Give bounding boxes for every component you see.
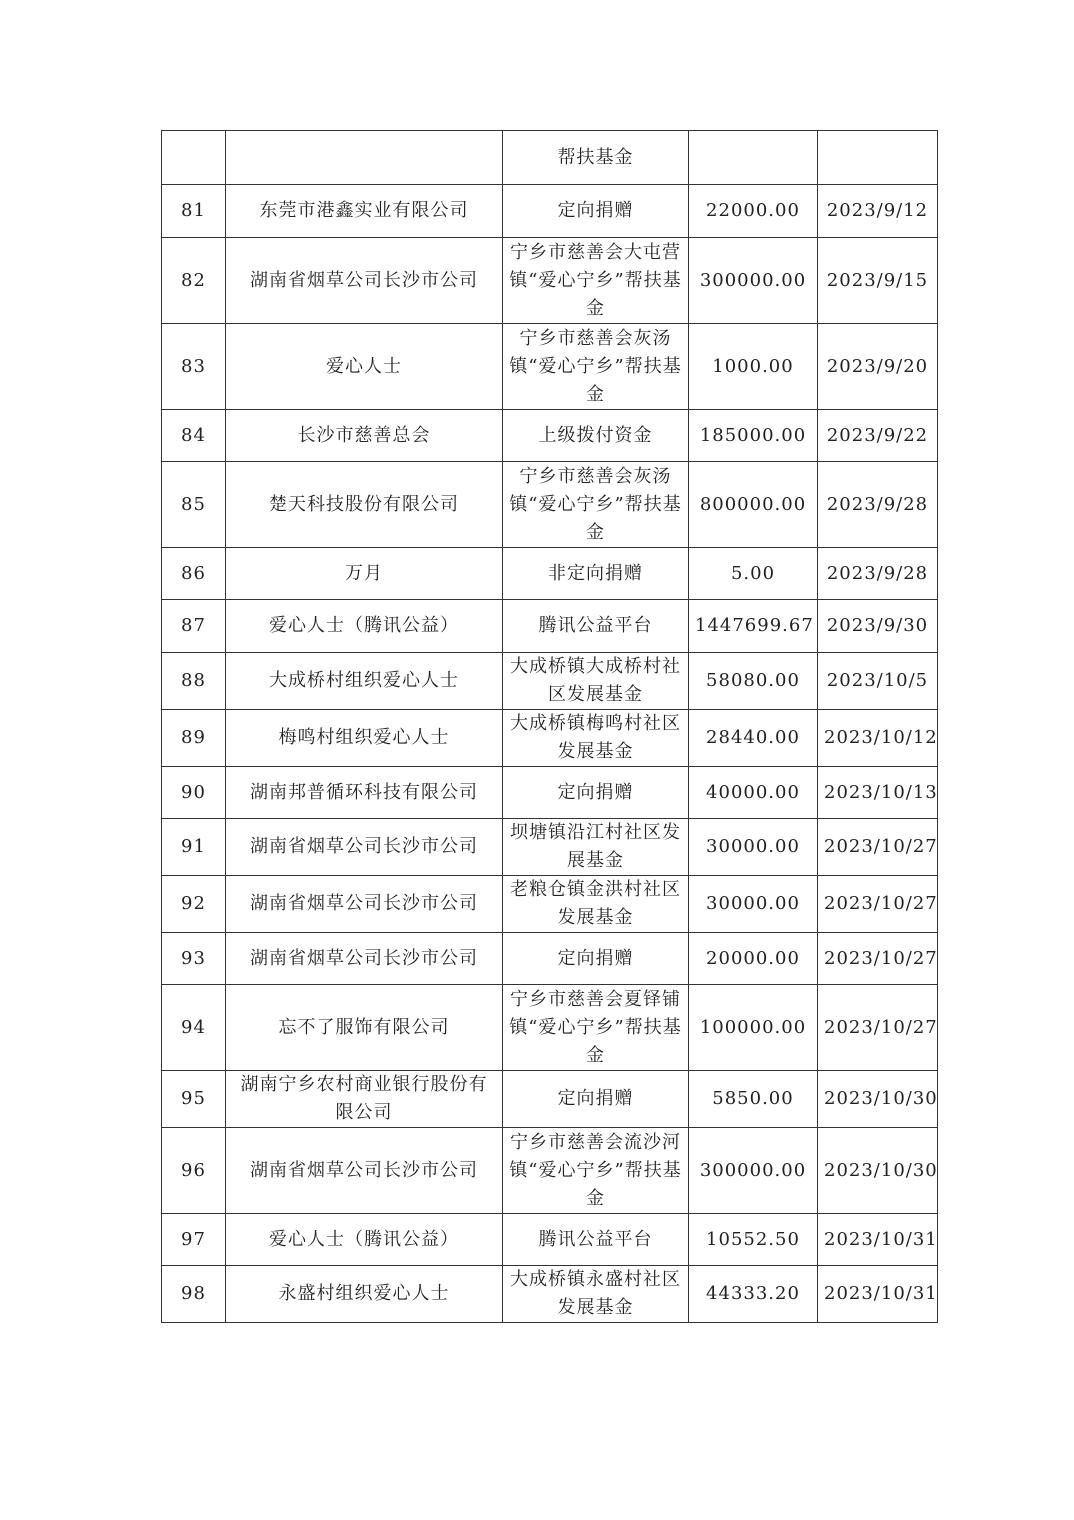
table-row <box>162 462 938 548</box>
cell-purpose: 大成桥镇梅鸣村社区发展基金 <box>503 710 689 767</box>
cell-donor: 东莞市港鑫实业有限公司 <box>226 185 503 238</box>
cell-donor: 忘不了服饰有限公司 <box>226 985 503 1071</box>
table-row <box>162 933 938 985</box>
cell-no: 96 <box>162 1128 226 1214</box>
cell-date: 2023/10/13 <box>818 767 938 819</box>
cell-purpose: 宁乡市慈善会灰汤镇“爱心宁乡”帮扶基金 <box>503 324 689 410</box>
table-row <box>162 324 938 410</box>
cell-no <box>162 131 226 185</box>
cell-no: 83 <box>162 324 226 410</box>
table-row <box>162 1071 938 1128</box>
cell-date: 2023/10/31 <box>818 1214 938 1266</box>
cell-donor: 万月 <box>226 548 503 600</box>
cell-donor: 湖南省烟草公司长沙市公司 <box>226 933 503 985</box>
cell-no: 88 <box>162 653 226 710</box>
cell-amount: 300000.00 <box>689 1128 818 1214</box>
cell-donor: 爱心人士（腾讯公益） <box>226 600 503 653</box>
cell-amount: 1447699.67 <box>689 600 818 653</box>
cell-amount: 44333.20 <box>689 1266 818 1323</box>
cell-purpose: 帮扶基金 <box>503 131 689 185</box>
cell-date: 2023/10/31 <box>818 1266 938 1323</box>
table-row <box>162 653 938 710</box>
cell-no: 81 <box>162 185 226 238</box>
cell-purpose: 宁乡市慈善会灰汤镇“爱心宁乡”帮扶基金 <box>503 462 689 548</box>
cell-no: 85 <box>162 462 226 548</box>
cell-donor: 长沙市慈善总会 <box>226 410 503 462</box>
cell-date: 2023/10/5 <box>818 653 938 710</box>
cell-purpose: 大成桥镇永盛村社区发展基金 <box>503 1266 689 1323</box>
cell-purpose: 定向捐赠 <box>503 185 689 238</box>
table-row <box>162 767 938 819</box>
cell-purpose: 定向捐赠 <box>503 933 689 985</box>
cell-amount: 20000.00 <box>689 933 818 985</box>
cell-no: 87 <box>162 600 226 653</box>
cell-amount: 30000.00 <box>689 819 818 876</box>
cell-date: 2023/9/12 <box>818 185 938 238</box>
cell-purpose: 宁乡市慈善会夏铎铺镇“爱心宁乡”帮扶基金 <box>503 985 689 1071</box>
cell-amount: 300000.00 <box>689 238 818 324</box>
cell-date: 2023/10/27 <box>818 933 938 985</box>
cell-purpose: 上级拨付资金 <box>503 410 689 462</box>
cell-date: 2023/9/28 <box>818 548 938 600</box>
cell-amount: 22000.00 <box>689 185 818 238</box>
cell-donor: 永盛村组织爱心人士 <box>226 1266 503 1323</box>
cell-purpose: 非定向捐赠 <box>503 548 689 600</box>
cell-purpose: 定向捐赠 <box>503 1071 689 1128</box>
cell-amount: 1000.00 <box>689 324 818 410</box>
cell-date: 2023/9/20 <box>818 324 938 410</box>
cell-date: 2023/9/28 <box>818 462 938 548</box>
cell-purpose: 坝塘镇沿江村社区发展基金 <box>503 819 689 876</box>
cell-amount: 40000.00 <box>689 767 818 819</box>
table-row <box>162 1128 938 1214</box>
cell-donor: 湖南省烟草公司长沙市公司 <box>226 1128 503 1214</box>
cell-date: 2023/10/27 <box>818 819 938 876</box>
table-row <box>162 876 938 933</box>
cell-donor: 楚天科技股份有限公司 <box>226 462 503 548</box>
cell-amount: 58080.00 <box>689 653 818 710</box>
cell-no: 89 <box>162 710 226 767</box>
cell-amount: 5.00 <box>689 548 818 600</box>
cell-donor: 梅鸣村组织爱心人士 <box>226 710 503 767</box>
donation-table <box>161 130 938 1323</box>
table-row <box>162 238 938 324</box>
table-row <box>162 548 938 600</box>
cell-no: 86 <box>162 548 226 600</box>
cell-date: 2023/10/30 <box>818 1128 938 1214</box>
cell-amount: 800000.00 <box>689 462 818 548</box>
cell-donor: 湖南省烟草公司长沙市公司 <box>226 819 503 876</box>
cell-no: 97 <box>162 1214 226 1266</box>
cell-donor: 湖南宁乡农村商业银行股份有限公司 <box>226 1071 503 1128</box>
table-row <box>162 819 938 876</box>
cell-donor: 爱心人士（腾讯公益） <box>226 1214 503 1266</box>
cell-amount: 28440.00 <box>689 710 818 767</box>
cell-date: 2023/10/27 <box>818 876 938 933</box>
table-row <box>162 1266 938 1323</box>
table-row <box>162 985 938 1071</box>
cell-purpose: 大成桥镇大成桥村社区发展基金 <box>503 653 689 710</box>
cell-no: 98 <box>162 1266 226 1323</box>
table-row <box>162 410 938 462</box>
cell-amount <box>689 131 818 185</box>
cell-date: 2023/9/30 <box>818 600 938 653</box>
cell-amount: 100000.00 <box>689 985 818 1071</box>
cell-purpose: 老粮仓镇金洪村社区发展基金 <box>503 876 689 933</box>
cell-date: 2023/9/15 <box>818 238 938 324</box>
cell-donor: 湖南省烟草公司长沙市公司 <box>226 876 503 933</box>
cell-no: 91 <box>162 819 226 876</box>
cell-date: 2023/10/12 <box>818 710 938 767</box>
cell-no: 90 <box>162 767 226 819</box>
cell-no: 92 <box>162 876 226 933</box>
cell-purpose: 宁乡市慈善会流沙河镇“爱心宁乡”帮扶基金 <box>503 1128 689 1214</box>
cell-donor: 湖南省烟草公司长沙市公司 <box>226 238 503 324</box>
cell-date <box>818 131 938 185</box>
cell-no: 94 <box>162 985 226 1071</box>
table-row <box>162 600 938 653</box>
cell-purpose: 腾讯公益平台 <box>503 600 689 653</box>
cell-date: 2023/10/27 <box>818 985 938 1071</box>
cell-no: 82 <box>162 238 226 324</box>
cell-donor: 湖南邦普循环科技有限公司 <box>226 767 503 819</box>
table-row <box>162 710 938 767</box>
cell-donor: 爱心人士 <box>226 324 503 410</box>
cell-purpose: 定向捐赠 <box>503 767 689 819</box>
cell-no: 93 <box>162 933 226 985</box>
cell-date: 2023/10/30 <box>818 1071 938 1128</box>
cell-date: 2023/9/22 <box>818 410 938 462</box>
cell-amount: 10552.50 <box>689 1214 818 1266</box>
cell-amount: 30000.00 <box>689 876 818 933</box>
cell-purpose: 宁乡市慈善会大屯营镇“爱心宁乡”帮扶基金 <box>503 238 689 324</box>
table-row-continued <box>162 131 938 185</box>
cell-amount: 5850.00 <box>689 1071 818 1128</box>
cell-amount: 185000.00 <box>689 410 818 462</box>
cell-donor <box>226 131 503 185</box>
cell-no: 95 <box>162 1071 226 1128</box>
table-row <box>162 1214 938 1266</box>
table-row <box>162 185 938 238</box>
cell-purpose: 腾讯公益平台 <box>503 1214 689 1266</box>
cell-donor: 大成桥村组织爱心人士 <box>226 653 503 710</box>
cell-no: 84 <box>162 410 226 462</box>
